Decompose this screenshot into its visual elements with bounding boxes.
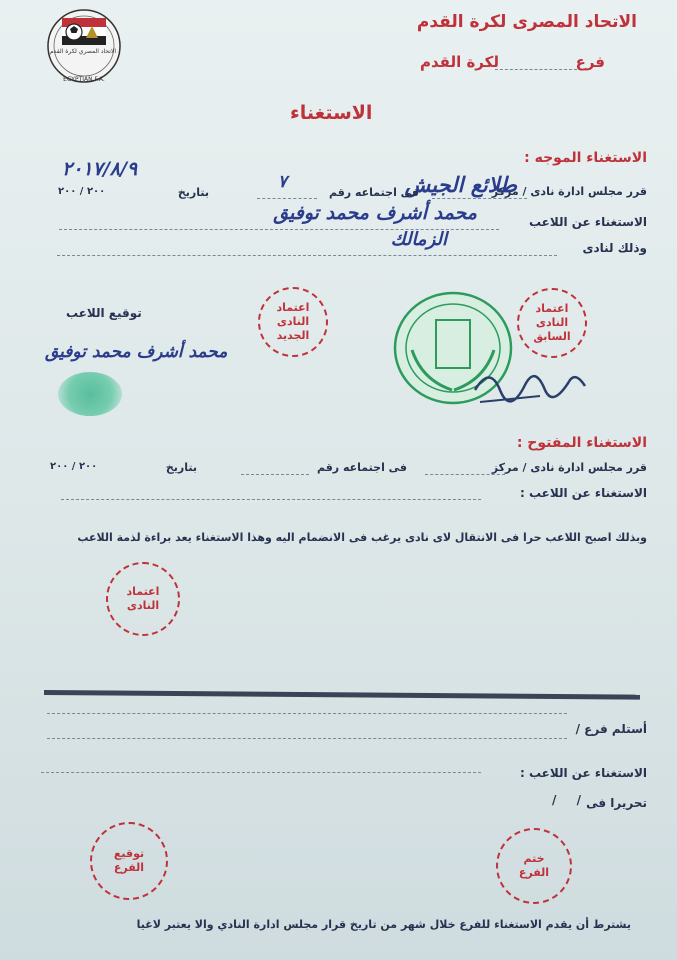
logo-caption-en: EGYPTIAN F.A. [63, 76, 105, 83]
official-signature [470, 360, 590, 410]
directed-meeting-label: فى اجتماعه رقم [328, 186, 419, 199]
stamp-old-club-line1: اعتماد [535, 301, 569, 315]
directed-decision-label: قرر مجلس ادارة نادى / مركز [491, 185, 647, 198]
branch-received-label: أستلم فرع / [575, 722, 647, 736]
logo-caption: الاتحاد المصري لكرة القدم [49, 48, 116, 55]
directed-date-value: ٢٠١٧/٨/٩ [62, 158, 138, 180]
federation-logo-icon [42, 8, 126, 84]
directed-player-value: محمد أشرف محمد توفيق [273, 202, 477, 224]
open-club-line [425, 474, 505, 475]
branch-edited-value: / / [552, 793, 589, 807]
stamp-branch-seal-line2: الفرع [518, 866, 550, 879]
open-date-label: بتاريخ [165, 461, 197, 474]
directed-date-template: ٢٠٠ / ٢٠٠ [58, 186, 106, 197]
stamp-branch-signature [90, 822, 168, 900]
directed-toclub-value: الزمالك [390, 229, 447, 250]
open-heading: الاستغناء المفتوح : [516, 435, 647, 451]
stamp-new-club-line2: النادى الجديد [276, 314, 310, 343]
stamp-branch-seal-line1: ختم [523, 851, 545, 865]
open-player-label: الاستغناء عن اللاعب : [519, 486, 647, 500]
branch-received-line2 [47, 738, 567, 739]
section-divider [44, 690, 640, 700]
thumbprint-mark [58, 372, 122, 416]
directed-heading: الاستغناء الموجه : [524, 150, 647, 166]
stamp-open-club-line2: النادى [126, 599, 160, 612]
open-meeting-line [241, 474, 309, 475]
stamp-new-club [258, 287, 328, 357]
stamp-new-club-line1: اعتماد [276, 300, 310, 314]
footer-note: يشترط أن يقدم الاستغناء للفرع خلال شهر من تاريخ قرار مجلس ادارة النادي والا يعتبر لاغيا [136, 918, 631, 931]
directed-club-line [432, 198, 527, 199]
directed-date-label: بتاريخ [177, 186, 209, 199]
branch-suffix: لكرة القدم [420, 53, 499, 71]
open-player-line [61, 499, 481, 500]
stamp-branch-signature-line1: توقيع [113, 846, 145, 860]
federation-name: الاتحاد المصرى لكرة القدم [416, 12, 637, 32]
branch-line [495, 69, 577, 70]
stamp-old-club-line2: النادى السابق [533, 315, 571, 344]
open-meeting-label: فى اجتماعه رقم [316, 461, 407, 474]
stamp-branch-seal [496, 828, 572, 904]
branch-label: فرع [575, 53, 605, 71]
official-signature-icon [470, 360, 590, 410]
branch-received-line [47, 713, 567, 714]
directed-player-label: الاستغناء عن اللاعب [528, 215, 647, 229]
open-decision-label: قرر مجلس ادارة نادى / مركز [491, 461, 647, 474]
stamp-open-club-line1: اعتماد [126, 584, 160, 598]
open-statement: وبذلك اصبح اللاعب حرا فى الانتقال لاى نادى يرغب فى الانضمام اليه وهذا الاستغناء يعد براءة لذمة اللاعب [77, 531, 647, 544]
directed-club-label: وذلك لنادى [582, 241, 647, 255]
branch-player-line [41, 772, 481, 773]
player-signature-value: محمد أشرف محمد توفيق [45, 342, 228, 362]
stamp-open-club [106, 562, 180, 636]
branch-edited-label: تحريرا فى [586, 796, 647, 810]
directed-meeting-line [257, 198, 317, 199]
stamp-old-club [517, 288, 587, 358]
branch-player-label: الاستغناء عن اللاعب : [519, 766, 647, 780]
directed-meeting-value: ٧ [277, 172, 287, 192]
directed-club-value: طلائع الجيش [404, 172, 517, 197]
open-date-template: ٢٠٠ / ٢٠٠ [50, 461, 98, 472]
federation-logo [42, 8, 126, 84]
player-signature-label: توقيع اللاعب [66, 306, 142, 320]
directed-toclub-line [57, 255, 557, 256]
page-title: الاستغناء [290, 102, 373, 124]
stamp-branch-signature-line2: الفرع [113, 861, 145, 874]
